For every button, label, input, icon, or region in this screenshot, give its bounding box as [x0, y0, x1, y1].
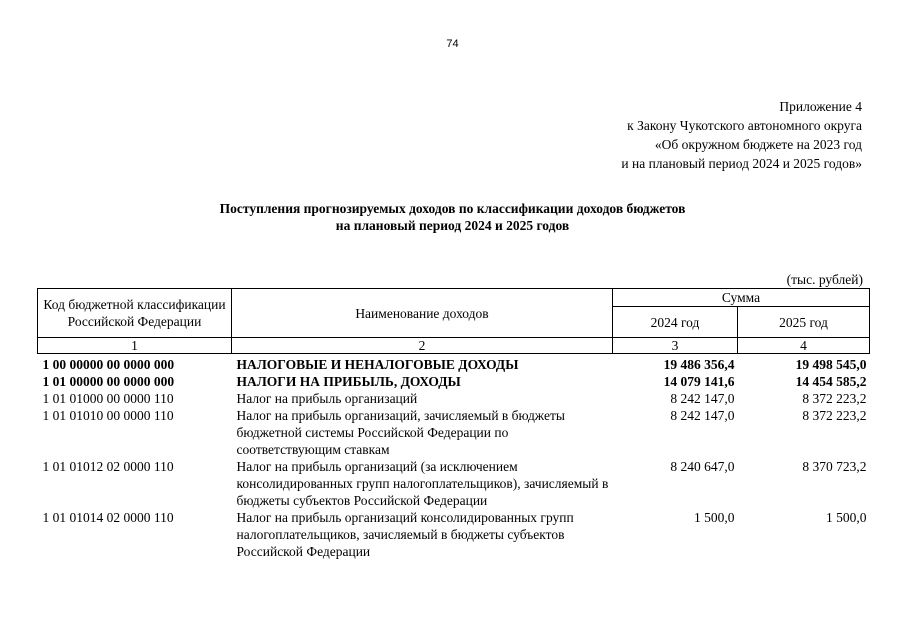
row-code: 1 01 01014 02 0000 110: [42, 510, 174, 525]
header-code: Код бюджетной классификации Российской Федерации: [38, 289, 232, 338]
row-name: Налог на прибыль организаций консолидированных групп налогоплательщиков, зачисляемый в бюджеты субъектов Российской Федерации: [236, 510, 574, 559]
header-name: Наименование доходов: [232, 289, 613, 338]
row-code: 1 01 01010 00 0000 110: [42, 408, 174, 423]
units-label: (тыс. рублей): [786, 272, 863, 287]
table-row: [38, 373, 870, 390]
row-amount-2025: 8 372 223,2: [802, 391, 867, 406]
row-amount-2025: 1 500,0: [826, 510, 867, 525]
appendix-line: Приложение 4: [779, 99, 862, 114]
row-amount-2024: 14 079 141,6: [663, 374, 735, 389]
column-number: 1: [38, 338, 232, 354]
table-row: [38, 407, 870, 458]
document-title: [0, 200, 905, 234]
header-year-2025: 2025 год: [738, 307, 870, 338]
row-name: НАЛОГИ НА ПРИБЫЛЬ, ДОХОДЫ: [236, 374, 461, 389]
row-amount-2025: 19 498 545,0: [795, 357, 867, 372]
row-name: Налог на прибыль организаций (за исключением консолидированных групп налогоплательщиков), зачисляемый в бюджеты субъектов Российской Федерации: [236, 459, 609, 508]
row-code: 1 01 00000 00 0000 000: [42, 374, 175, 389]
title-line: Поступления прогнозируемых доходов по классификации доходов бюджетов: [219, 201, 686, 216]
table-row: [38, 354, 870, 374]
header-sum: Сумма: [613, 289, 870, 307]
appendix-header: [621, 97, 862, 173]
row-amount-2025: 14 454 585,2: [795, 374, 867, 389]
table-row: [38, 390, 870, 407]
row-amount-2024: 19 486 356,4: [663, 357, 735, 372]
row-amount-2025: 8 370 723,2: [802, 459, 867, 474]
row-name: НАЛОГОВЫЕ И НЕНАЛОГОВЫЕ ДОХОДЫ: [236, 357, 519, 372]
row-code: 1 01 01012 02 0000 110: [42, 459, 174, 474]
title-line: на плановый период 2024 и 2025 годов: [335, 218, 570, 233]
row-amount-2024: 8 242 147,0: [670, 408, 735, 423]
appendix-line: к Закону Чукотского автономного округа: [627, 118, 862, 133]
appendix-line: «Об окружном бюджете на 2023 год: [654, 137, 862, 152]
revenue-table: [37, 288, 870, 560]
row-code: 1 01 01000 00 0000 110: [42, 391, 174, 406]
row-code: 1 00 00000 00 0000 000: [42, 357, 175, 372]
row-amount-2024: 1 500,0: [694, 510, 735, 525]
page-number: 74: [446, 38, 459, 50]
column-number: 3: [613, 338, 738, 354]
row-amount-2025: 8 372 223,2: [802, 408, 867, 423]
column-number: 2: [232, 338, 613, 354]
column-number: 4: [738, 338, 870, 354]
table-row: [38, 509, 870, 560]
row-name: Налог на прибыль организаций, зачисляемый в бюджеты бюджетной системы Российской Федерации по соответствующим ставкам: [236, 408, 565, 457]
appendix-line: и на плановый период 2024 и 2025 годов»: [621, 156, 862, 171]
row-amount-2024: 8 240 647,0: [670, 459, 735, 474]
row-amount-2024: 8 242 147,0: [670, 391, 735, 406]
row-name: Налог на прибыль организаций: [236, 391, 418, 406]
table-row: [38, 458, 870, 509]
header-year-2024: 2024 год: [613, 307, 738, 338]
